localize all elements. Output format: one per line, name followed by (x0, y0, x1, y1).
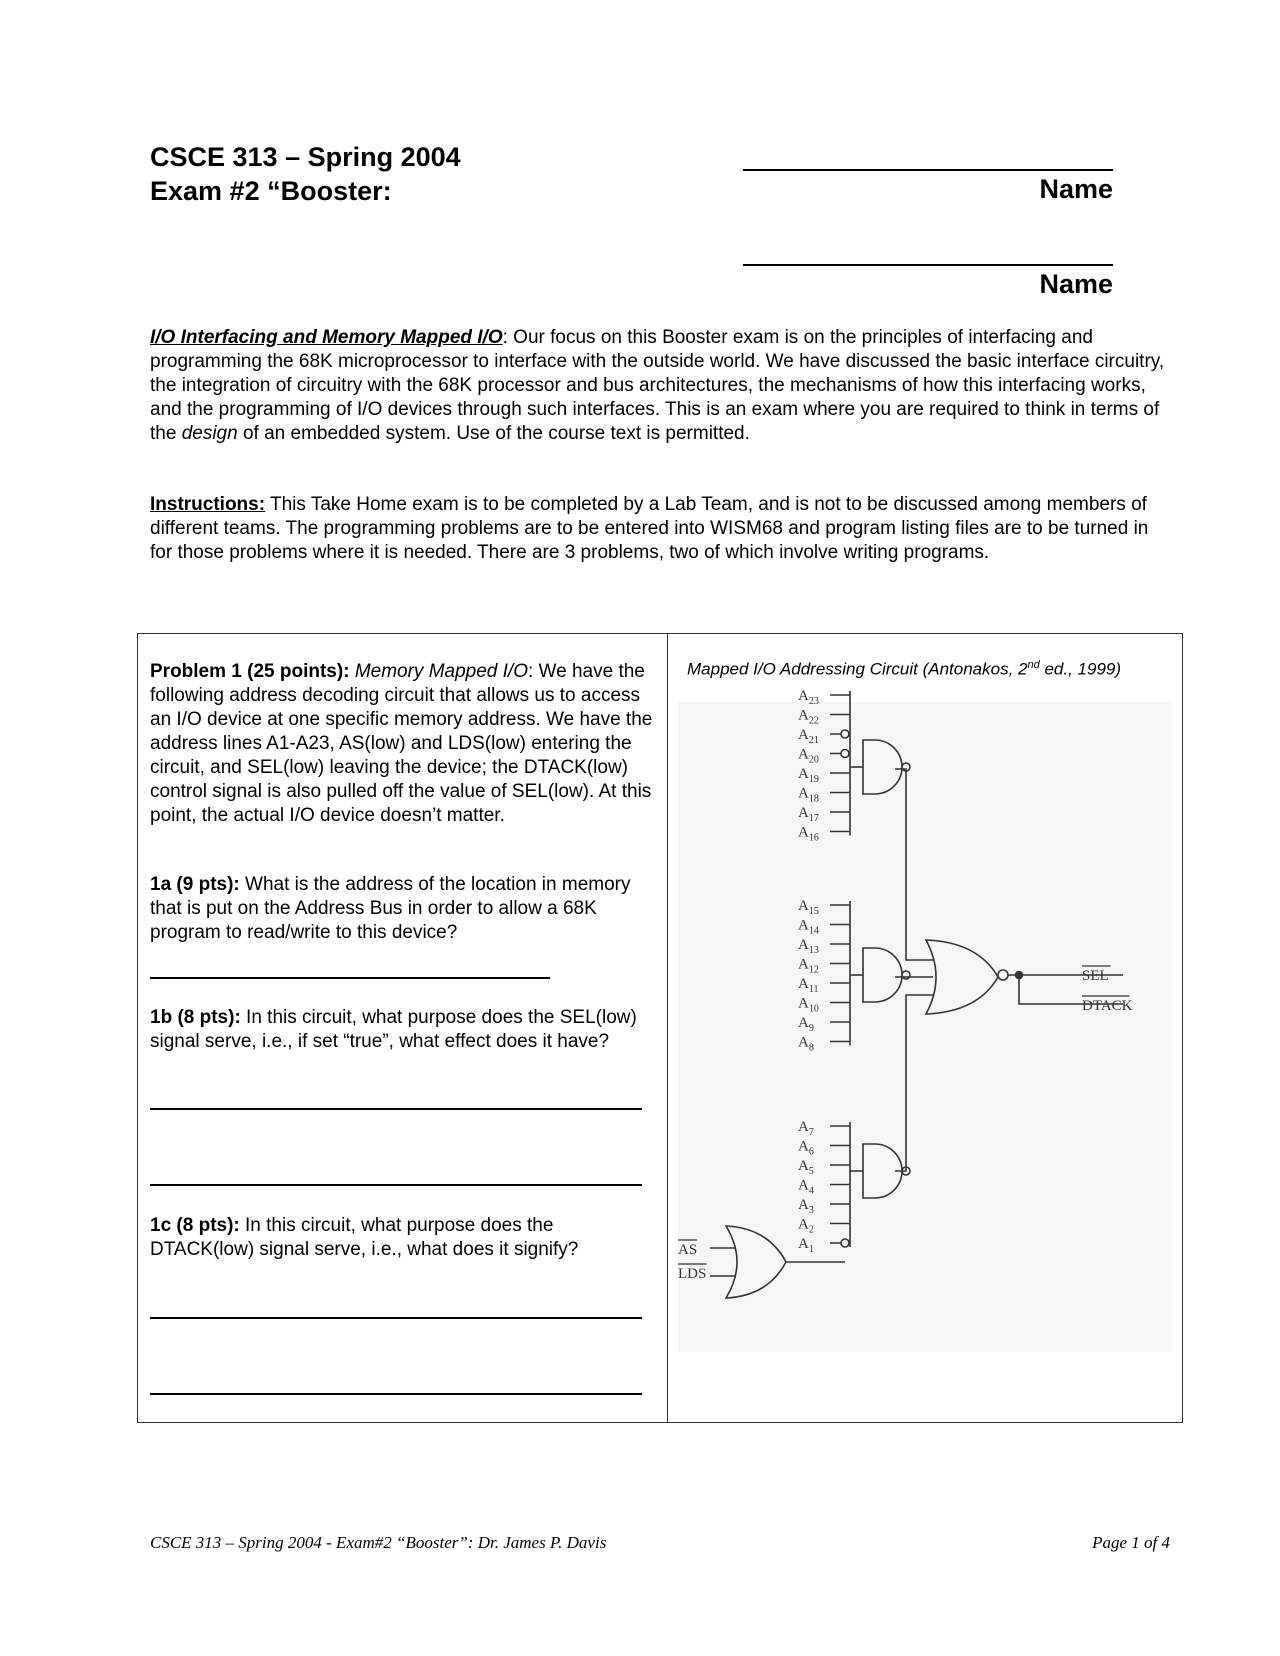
footer-page: Page 1 of 4 (1092, 1533, 1170, 1552)
addr-label-a1: $A_1$ (798, 1236, 814, 1255)
q1a-text: What is the address of the location in memory that is put on the Address Bus in order to allow a 68K program to read/write to this device? (150, 874, 631, 943)
footer-left: CSCE 313 – Spring 2004 - Exam#2 “Booster”: Dr. James P. Davis (150, 1533, 607, 1552)
answer-line-1b-2[interactable] (150, 1184, 642, 1186)
addr-label-a22: $A_{22}$ (798, 707, 819, 727)
addr-label-a23: $A_{23}$ (798, 688, 819, 707)
name-label-1: Name (1039, 174, 1113, 204)
intro-heading: I/O Interfacing and Memory Mapped I/O (150, 327, 503, 348)
intro-paragraph (150, 326, 1170, 446)
q1a-label: 1a (9 pts): (150, 874, 240, 895)
problem-box-divider (667, 633, 668, 1423)
answer-line-1b-1[interactable] (150, 1108, 642, 1110)
name-line-1[interactable] (743, 169, 1113, 171)
address-decoder-diagram (678, 688, 1172, 1352)
exam-title: Exam #2 “Booster: (150, 176, 392, 206)
addr-label-a19: $A_{19}$ (798, 766, 819, 785)
as-label: AS (678, 1242, 698, 1258)
addr-label-a16: $A_{16}$ (798, 824, 819, 844)
q1b-text: In this circuit, what purpose does the SEL(low) signal serve, i.e., if set “true”, what effect does it have? (150, 1007, 637, 1052)
problem1-label: Problem 1 (25 points): (150, 661, 350, 682)
answer-line-1c-1[interactable] (150, 1317, 642, 1319)
sel-label: SEL (1082, 968, 1109, 984)
intro-text-2: of an embedded system. Use of the course text is permitted. (237, 423, 750, 444)
invert-bubble-a21 (841, 730, 849, 738)
instructions-text: This Take Home exam is to be completed by a Lab Team, and is not to be discussed among members of different teams. The programming problems are to be entered into WISM68 and program listing files are to be turned in for those problems where it is needed. There are 3 problems, two of which involve writing programs. (150, 494, 1149, 563)
addr-label-a13: $A_{13}$ (798, 937, 819, 956)
invert-bubble-a20 (841, 750, 849, 758)
addr-label-a15: $A_{15}$ (798, 898, 819, 917)
problem1-topic: Memory Mapped I/O (354, 661, 528, 682)
addr-label-a8: $A_8$ (798, 1034, 814, 1054)
name-line-2[interactable] (743, 264, 1113, 266)
intro-colon: : (502, 327, 508, 348)
addr-label-a3: $A_3$ (798, 1197, 814, 1216)
diagram-title-sup: nd (1027, 659, 1040, 671)
instructions-paragraph (150, 493, 1150, 565)
addr-label-a21: $A_{21}$ (798, 727, 819, 746)
diagram-title (687, 659, 1167, 680)
addr-label-a4: $A_4$ (798, 1177, 814, 1197)
problem1-body: : We have the following address decoding circuit that allows us to access an I/O device at one specific memory address. We have the address lines A1-A23, AS(low) and LDS(low) entering the circuit, and SEL(low) leaving the device; the DTACK(low) control signal is also pulled off the value of SEL(low). At this point, the actual I/O device doesn’t matter. (150, 661, 653, 826)
addr-label-a5: $A_5$ (798, 1158, 814, 1177)
addr-label-a18: $A_{18}$ (798, 785, 819, 805)
diagram-title-pre: Mapped I/O Addressing Circuit (Antonakos, 2 (687, 659, 1028, 679)
addr-label-a11: $A_{11}$ (798, 976, 819, 995)
addr-label-a12: $A_{12}$ (798, 956, 819, 976)
q1c-label: 1c (8 pts): (150, 1215, 240, 1236)
name-label-2: Name (1039, 269, 1113, 299)
intro-text-italic: design (181, 423, 238, 444)
dtack-label: DTACK (1082, 998, 1133, 1014)
addr-label-a7: $A_7$ (798, 1119, 814, 1138)
question-1b (150, 1006, 650, 1054)
answer-line-1c-2[interactable] (150, 1393, 642, 1395)
question-1a (150, 873, 660, 945)
question-1c (150, 1214, 650, 1262)
addr-label-a6: $A_6$ (798, 1138, 814, 1158)
or-output-bubble (998, 970, 1008, 980)
addr-label-a9: $A_9$ (798, 1015, 814, 1034)
intro-text-1: Our focus on this Booster exam is on the principles of interfacing and programming the 68K microprocessor to interface with the outside world. We have discussed the basic interface circuitry, the integration of circuitry with the 68K processor and bus architectures, the mechanisms of how this interfacing works, and the programming of I/O devices through such interfaces. This is an exam where you are required to think in terms of the (150, 327, 1165, 444)
addr-label-a17: $A_{17}$ (798, 805, 819, 824)
lds-label: LDS (678, 1266, 707, 1282)
answer-line-1a[interactable] (150, 977, 550, 979)
q1c-text: In this circuit, what purpose does the DTACK(low) signal serve, i.e., what does it signify? (150, 1215, 579, 1260)
instructions-heading: Instructions: (150, 494, 266, 515)
addr-label-a2: $A_2$ (798, 1216, 814, 1236)
q1b-label: 1b (8 pts): (150, 1007, 241, 1028)
problem1-text (150, 660, 655, 828)
addr-label-a10: $A_{10}$ (798, 995, 819, 1015)
diagram-title-post: ed., 1999) (1039, 659, 1122, 679)
invert-bubble-a1 (841, 1239, 849, 1247)
addr-label-a20: $A_{20}$ (798, 746, 819, 766)
addr-label-a14: $A_{14}$ (798, 917, 819, 937)
course-title: CSCE 313 – Spring 2004 (150, 142, 461, 172)
